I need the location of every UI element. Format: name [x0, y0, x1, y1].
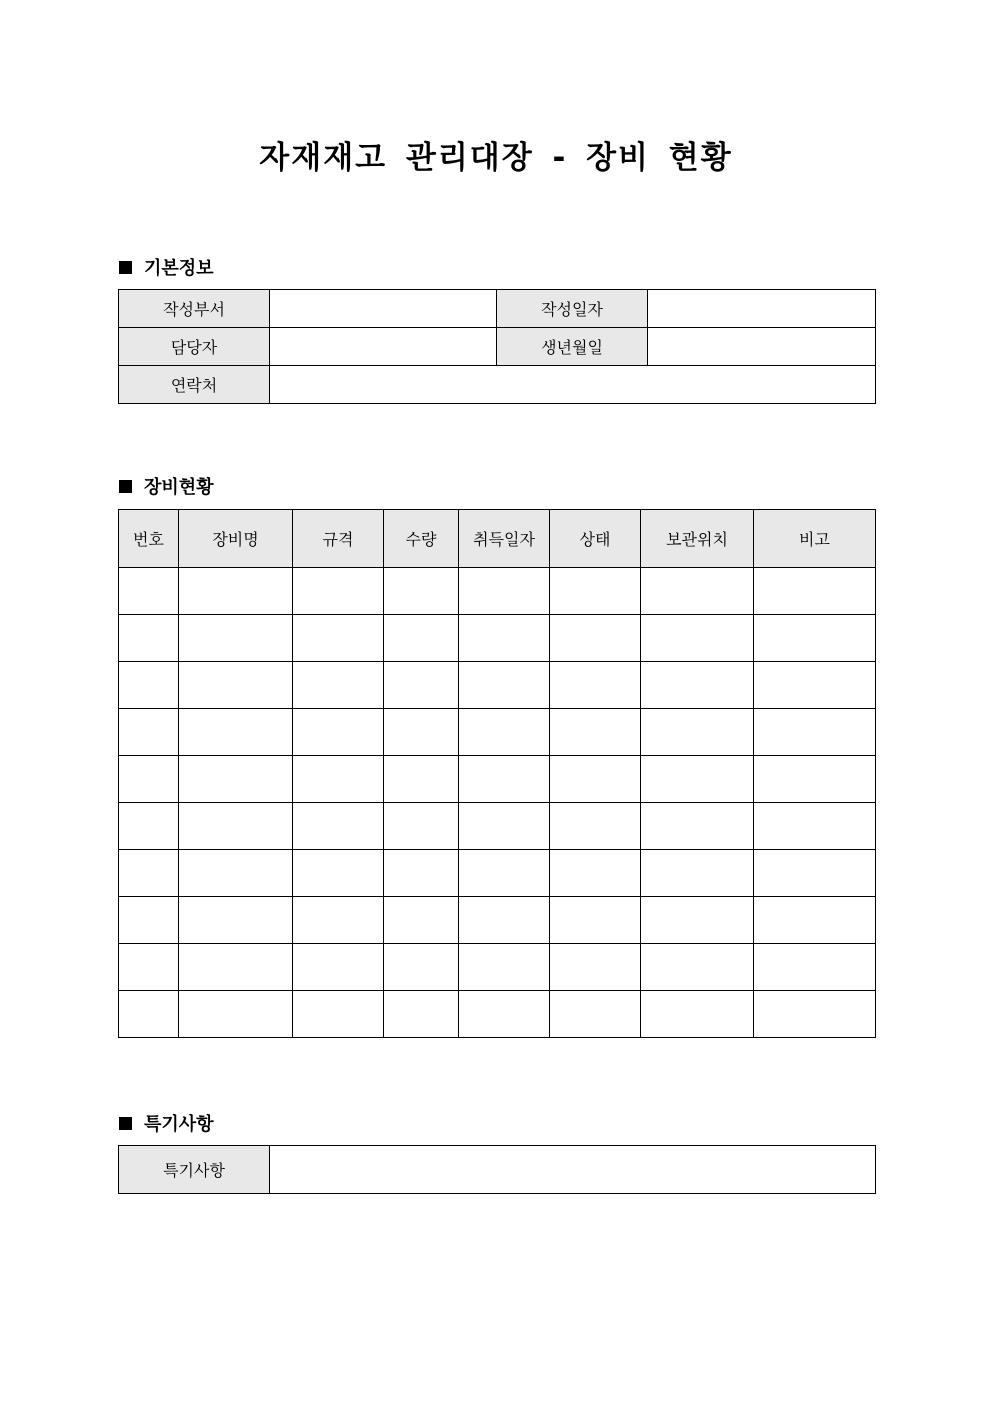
table-row: [119, 662, 876, 709]
table-cell[interactable]: [550, 991, 641, 1038]
table-row: [119, 944, 876, 991]
column-header: 규격: [293, 510, 384, 568]
table-cell[interactable]: [550, 850, 641, 897]
table-cell[interactable]: [179, 709, 293, 756]
table-cell[interactable]: [119, 991, 179, 1038]
table-cell[interactable]: [119, 850, 179, 897]
table-cell[interactable]: [293, 709, 384, 756]
table-cell[interactable]: [179, 756, 293, 803]
table-cell[interactable]: [384, 897, 459, 944]
square-bullet-icon: [119, 480, 132, 493]
table-cell[interactable]: [754, 850, 876, 897]
table-cell[interactable]: [459, 850, 550, 897]
table-cell[interactable]: [754, 803, 876, 850]
section-heading-equipment: [119, 473, 214, 499]
table-row: [119, 991, 876, 1038]
column-header: 번호: [119, 510, 179, 568]
date-label: 작성일자: [497, 290, 648, 328]
table-cell[interactable]: [384, 850, 459, 897]
table-cell[interactable]: [293, 662, 384, 709]
notes-field[interactable]: [270, 1146, 876, 1194]
table-row: [119, 897, 876, 944]
contact-label: 연락처: [119, 366, 270, 404]
column-header: 보관위치: [641, 510, 754, 568]
table-cell[interactable]: [384, 803, 459, 850]
table-cell[interactable]: [179, 662, 293, 709]
table-header-row: [119, 510, 876, 568]
table-cell[interactable]: [459, 803, 550, 850]
column-header: 취득일자: [459, 510, 550, 568]
table-cell[interactable]: [119, 944, 179, 991]
table-cell[interactable]: [550, 709, 641, 756]
table-cell[interactable]: [754, 897, 876, 944]
table-cell[interactable]: [550, 897, 641, 944]
column-header: 비고: [754, 510, 876, 568]
square-bullet-icon: [119, 261, 132, 274]
table-cell[interactable]: [641, 756, 754, 803]
table-row: [119, 709, 876, 756]
table-cell[interactable]: [550, 944, 641, 991]
table-cell[interactable]: [459, 662, 550, 709]
table-cell[interactable]: [550, 568, 641, 615]
table-cell[interactable]: [641, 991, 754, 1038]
table-cell[interactable]: [754, 944, 876, 991]
contact-field[interactable]: [270, 366, 876, 404]
table-cell[interactable]: [179, 615, 293, 662]
table-cell[interactable]: [293, 991, 384, 1038]
basic-info-table: [118, 289, 876, 404]
table-cell[interactable]: [179, 944, 293, 991]
page-title: 자재재고 관리대장 - 장비 현황: [259, 140, 733, 176]
section-heading-basic-info: [119, 254, 214, 280]
table-cell[interactable]: [293, 803, 384, 850]
table-cell[interactable]: [384, 991, 459, 1038]
table-cell[interactable]: [754, 709, 876, 756]
table-cell[interactable]: [550, 756, 641, 803]
table-row: [119, 568, 876, 615]
table-cell[interactable]: [179, 991, 293, 1038]
table-cell[interactable]: [384, 568, 459, 615]
equipment-table: [118, 509, 876, 1038]
table-cell[interactable]: [179, 803, 293, 850]
table-cell[interactable]: [293, 756, 384, 803]
table-cell[interactable]: [384, 615, 459, 662]
table-cell[interactable]: [179, 897, 293, 944]
table-cell[interactable]: [550, 662, 641, 709]
table-row: [119, 1146, 876, 1194]
table-cell[interactable]: [754, 615, 876, 662]
column-header: 장비명: [179, 510, 293, 568]
department-field[interactable]: [270, 290, 497, 328]
table-cell[interactable]: [754, 662, 876, 709]
manager-label: 담당자: [119, 328, 270, 366]
table-cell[interactable]: [459, 991, 550, 1038]
table-row: [119, 803, 876, 850]
table-cell[interactable]: [641, 709, 754, 756]
table-cell[interactable]: [754, 756, 876, 803]
table-cell[interactable]: [641, 850, 754, 897]
table-row: [119, 366, 876, 404]
table-cell[interactable]: [179, 850, 293, 897]
manager-field[interactable]: [270, 328, 497, 366]
table-cell[interactable]: [293, 568, 384, 615]
table-cell[interactable]: [119, 568, 179, 615]
table-cell[interactable]: [550, 803, 641, 850]
table-cell[interactable]: [179, 568, 293, 615]
table-cell[interactable]: [459, 615, 550, 662]
date-field[interactable]: [648, 290, 876, 328]
table-row: [119, 850, 876, 897]
birth-date-label: 생년월일: [497, 328, 648, 366]
table-cell[interactable]: [119, 709, 179, 756]
table-cell[interactable]: [384, 662, 459, 709]
column-header: 수량: [384, 510, 459, 568]
column-header: 상태: [550, 510, 641, 568]
table-cell[interactable]: [641, 944, 754, 991]
table-cell[interactable]: [641, 568, 754, 615]
table-cell[interactable]: [641, 615, 754, 662]
table-cell[interactable]: [293, 850, 384, 897]
table-cell[interactable]: [293, 944, 384, 991]
section-heading-notes: [119, 1110, 214, 1136]
table-cell[interactable]: [293, 615, 384, 662]
table-cell[interactable]: [384, 756, 459, 803]
table-cell[interactable]: [119, 615, 179, 662]
table-cell[interactable]: [459, 756, 550, 803]
table-cell[interactable]: [641, 662, 754, 709]
table-cell[interactable]: [384, 709, 459, 756]
table-row: [119, 290, 876, 328]
section-heading-label: 특기사항: [144, 1114, 214, 1135]
notes-label: 특기사항: [119, 1146, 270, 1194]
table-cell[interactable]: [754, 568, 876, 615]
table-cell[interactable]: [459, 897, 550, 944]
table-cell[interactable]: [641, 897, 754, 944]
table-cell[interactable]: [119, 662, 179, 709]
square-bullet-icon: [119, 1117, 132, 1130]
table-cell[interactable]: [641, 803, 754, 850]
table-cell[interactable]: [384, 944, 459, 991]
table-cell[interactable]: [119, 756, 179, 803]
table-cell[interactable]: [459, 709, 550, 756]
department-label: 작성부서: [119, 290, 270, 328]
table-cell[interactable]: [119, 897, 179, 944]
table-cell[interactable]: [754, 991, 876, 1038]
section-heading-label: 기본정보: [144, 258, 214, 279]
table-cell[interactable]: [459, 944, 550, 991]
table-row: [119, 328, 876, 366]
table-row: [119, 615, 876, 662]
table-cell[interactable]: [550, 615, 641, 662]
notes-table: [118, 1145, 876, 1194]
table-cell[interactable]: [293, 897, 384, 944]
table-row: [119, 756, 876, 803]
section-heading-label: 장비현황: [144, 477, 214, 498]
table-cell[interactable]: [459, 568, 550, 615]
table-cell[interactable]: [119, 803, 179, 850]
birth-date-field[interactable]: [648, 328, 876, 366]
